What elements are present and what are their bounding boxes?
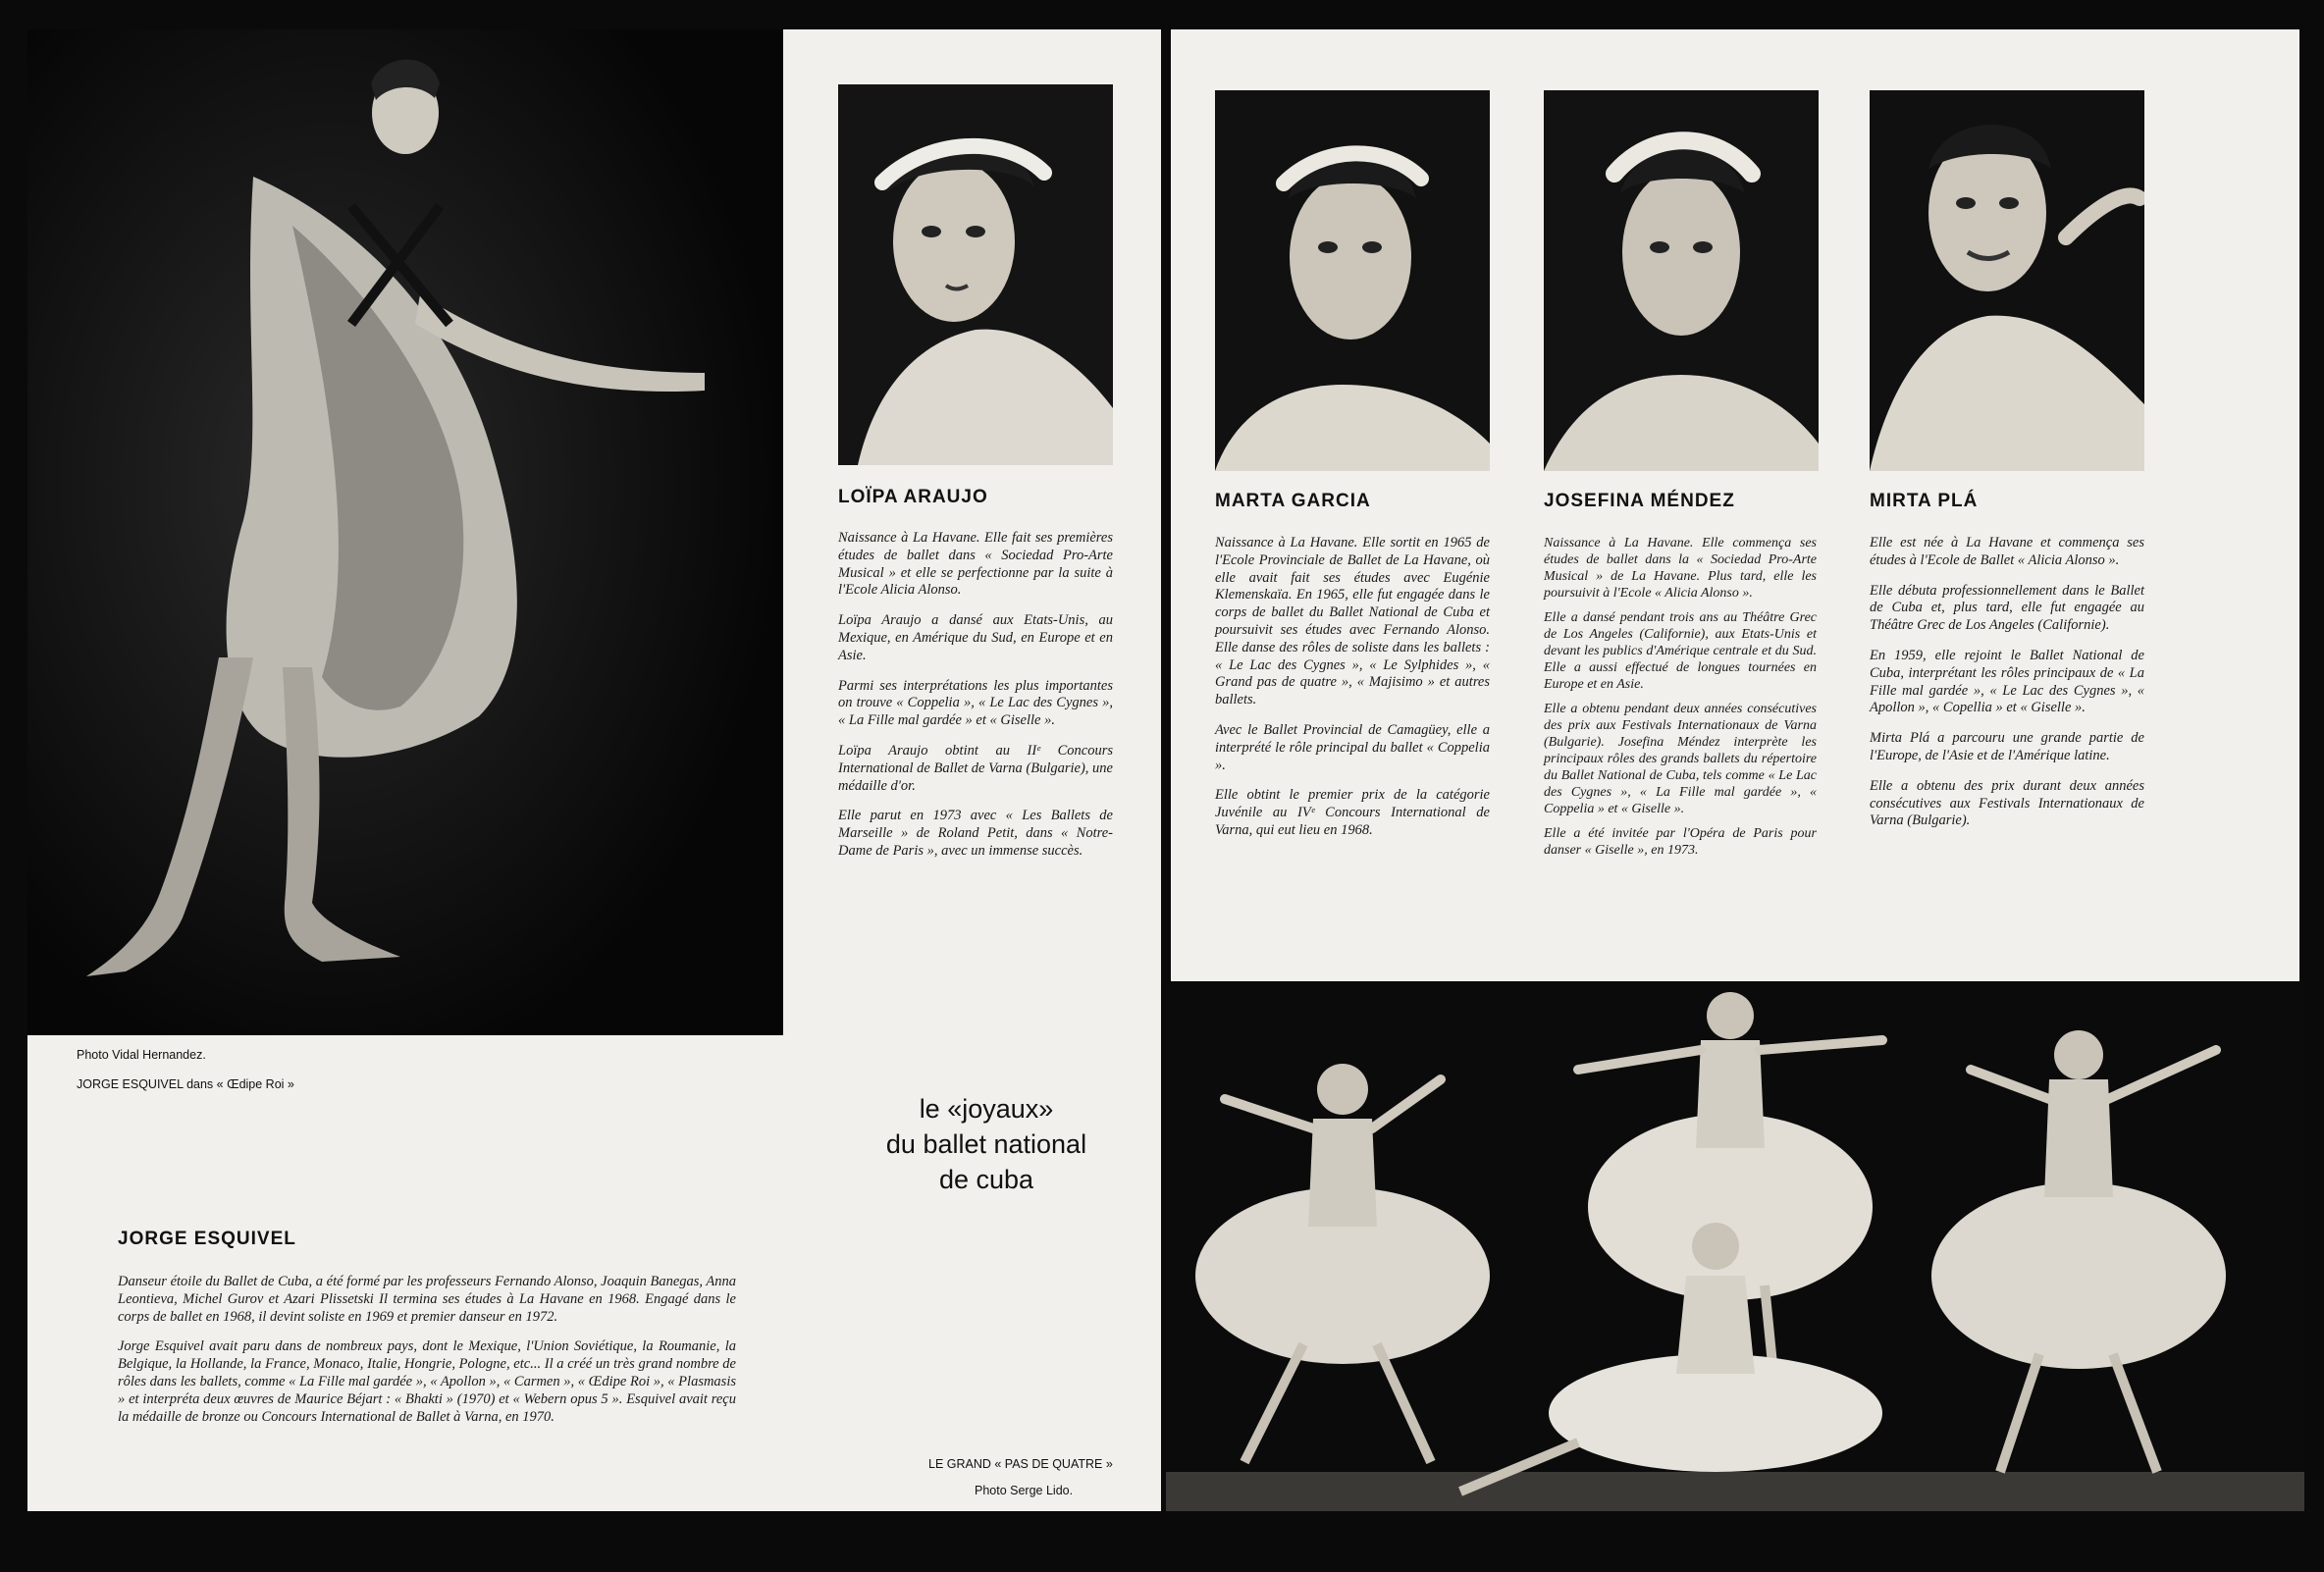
mirta-bio-p3: En 1959, elle rejoint le Ballet National de Cuba, interprétant les rôles principaux de « La Fille mal gardée », « Le Lac des Cygnes », « Apollon », « Copellia » et « Giselle ». [1870, 647, 2144, 716]
photo-credit: Photo Vidal Hernandez. [77, 1048, 206, 1062]
page-title [824, 1091, 1148, 1197]
pas-de-quatre-photo [1166, 981, 2304, 1511]
josefina-bio-p3: Elle a obtenu pendant deux années consécutives des prix aux Festivals Internationaux de Varna (Bulgarie). Josefina Méndez interprète les principaux rôles des grands ballets du répertoire du Ballet National de Cuba, tels comme « Le Lac des Cygnes », « La Fille mal gardée », « Coppelia » et « Giselle ». [1544, 702, 1817, 816]
left-page [27, 29, 1161, 1511]
marta-bio [1215, 535, 1490, 853]
marta-bio-p3: Elle obtint le premier prix de la catégorie Juvénile au IVᵉ Concours International de Varna, qui eut lieu en 1968. [1215, 787, 1490, 838]
photo-caption: JORGE ESQUIVEL dans « Œdipe Roi » [77, 1077, 294, 1091]
loipa-name: LOÏPA ARAUJO [838, 487, 988, 507]
mirta-pla-photo [1870, 90, 2144, 471]
mirta-bio [1870, 535, 2144, 843]
loipa-bio-p1: Naissance à La Havane. Elle fait ses premières études de ballet dans « Sociedad Pro-Arte Musical » et elle se perfectionne par la suite à l'Ecole Alicia Alonso. [838, 530, 1113, 599]
loipa-bio [838, 530, 1113, 873]
loipa-bio-p4: Loïpa Araujo obtint au IIᵉ Concours International de Ballet de Varna (Bulgarie), une médaille d'or. [838, 742, 1113, 794]
loipa-bio-p2: Loïpa Araujo a dansé aux Etats-Unis, au Mexique, en Amérique du Sud, en Europe et en Asie. [838, 612, 1113, 663]
loipa-bio-p5: Elle parut en 1973 avec « Les Ballets de Marseille » de Roland Petit, dans « Notre-Dame de Paris », avec un immense succès. [838, 808, 1113, 859]
jorge-bio-p1: Danseur étoile du Ballet de Cuba, a été formé par les professeurs Fernando Alonso, Joaquin Banegas, Anna Leontieva, Michel Gurov et Azari Plissetski Il termina ses études à La Havane en 1968. Engagé dans le corps de ballet en 1968, il devint soliste en 1969 et premier danseur en 1972. [118, 1274, 737, 1325]
josefina-bio-p1: Naissance à La Havane. Elle commença ses études de ballet dans la « Sociedad Pro-Arte Musical » de La Havane. Plus tard, elle les poursuivit à l'Ecole « Alicia Alonso ». [1544, 536, 1817, 601]
jorge-esquivel-photo [27, 29, 783, 1035]
right-page [1171, 29, 2299, 981]
mirta-bio-p1: Elle est née à La Havane et commença ses études à l'Ecole de Ballet « Alicia Alonso ». [1870, 535, 2144, 568]
jorge-bio [118, 1274, 736, 1439]
josefina-name: JOSEFINA MÉNDEZ [1544, 491, 1735, 511]
loipa-bio-p3: Parmi ses interprétations les plus importantes on trouve « Coppelia », « Le Lac des Cygnes », « La Fille mal gardée » et « Giselle ». [838, 677, 1113, 729]
marta-name: MARTA GARCIA [1215, 491, 1371, 511]
title-line-1: le «joyaux» [919, 1094, 1054, 1124]
pas-de-quatre-credit: Photo Serge Lido. [975, 1484, 1074, 1497]
josefina-bio-p4: Elle a été invitée par l'Opéra de Paris pour danser « Giselle », en 1973. [1544, 826, 1817, 858]
marta-garcia-photo [1215, 90, 1490, 471]
title-line-3: de cuba [938, 1165, 1034, 1194]
marta-bio-p2: Avec le Ballet Provincial de Camagüey, elle a interprété le rôle principal du ballet « Coppelia ». [1215, 721, 1490, 773]
mirta-bio-p2: Elle débuta professionnellement dans le Ballet de Cuba et, plus tard, elle fut engagée au Théâtre Grec de Los Angeles (Californie). [1870, 582, 2144, 634]
title-line-2: du ballet national [885, 1129, 1087, 1159]
mirta-bio-p5: Elle a obtenu des prix durant deux années consécutives aux Festivals Internationaux de Varna (Bulgarie). [1870, 777, 2144, 829]
loipa-araujo-photo [838, 84, 1113, 465]
jorge-bio-p2: Jorge Esquivel avait paru dans de nombreux pays, dont le Mexique, l'Union Soviétique, la Roumanie, la Belgique, la Hollande, la France, Monaco, Italie, Hongrie, Pologne, etc... Il a créé un très grand nombre de rôles dans les ballets, comme « La Fille mal gardée », « Apollon », « Carmen », « Œdipe Roi », « Plasmasis » et interpréta deux œuvres de Maurice Béjart : « Bhakti » (1970) et « Webern opus 5 ». Esquivel avait reçu la médaille de bronze ou Concours International de Ballet à Varna, en 1970. [118, 1338, 736, 1425]
marta-bio-p1: Naissance à La Havane. Elle sortit en 1965 de l'Ecole Provinciale de Ballet de La Havane, où elle avait fait ses études avec Eugénie Klemenskaïa. En 1965, elle fut engagée dans le corps de ballet du Ballet National de Cuba et poursuivit ses études avec Fernando Alonso. Elle danse des rôles de soliste dans les ballets : « Le Lac des Cygnes », « Le Sylphides », « Grand pas de quatre », « Majisimo » et autres ballets. [1215, 535, 1490, 708]
pas-de-quatre-caption: LE GRAND « PAS DE QUATRE » [928, 1457, 1113, 1471]
josefina-bio-p2: Elle a dansé pendant trois ans au Théâtre Grec de Los Angeles (Californie), aux Etats-Unis et devant les publics d'Amérique centrale et du Sud. Elle a aussi effectué de longues tournées en Europe et en Asie. [1544, 610, 1817, 692]
mirta-name: MIRTA PLÁ [1870, 491, 1979, 511]
mirta-bio-p4: Mirta Plá a parcouru une grande partie de l'Europe, de l'Asie et de l'Amérique latine. [1870, 730, 2144, 763]
jorge-name: JORGE ESQUIVEL [118, 1229, 296, 1249]
josefina-bio [1544, 535, 1817, 866]
josefina-mendez-photo [1544, 90, 1819, 471]
